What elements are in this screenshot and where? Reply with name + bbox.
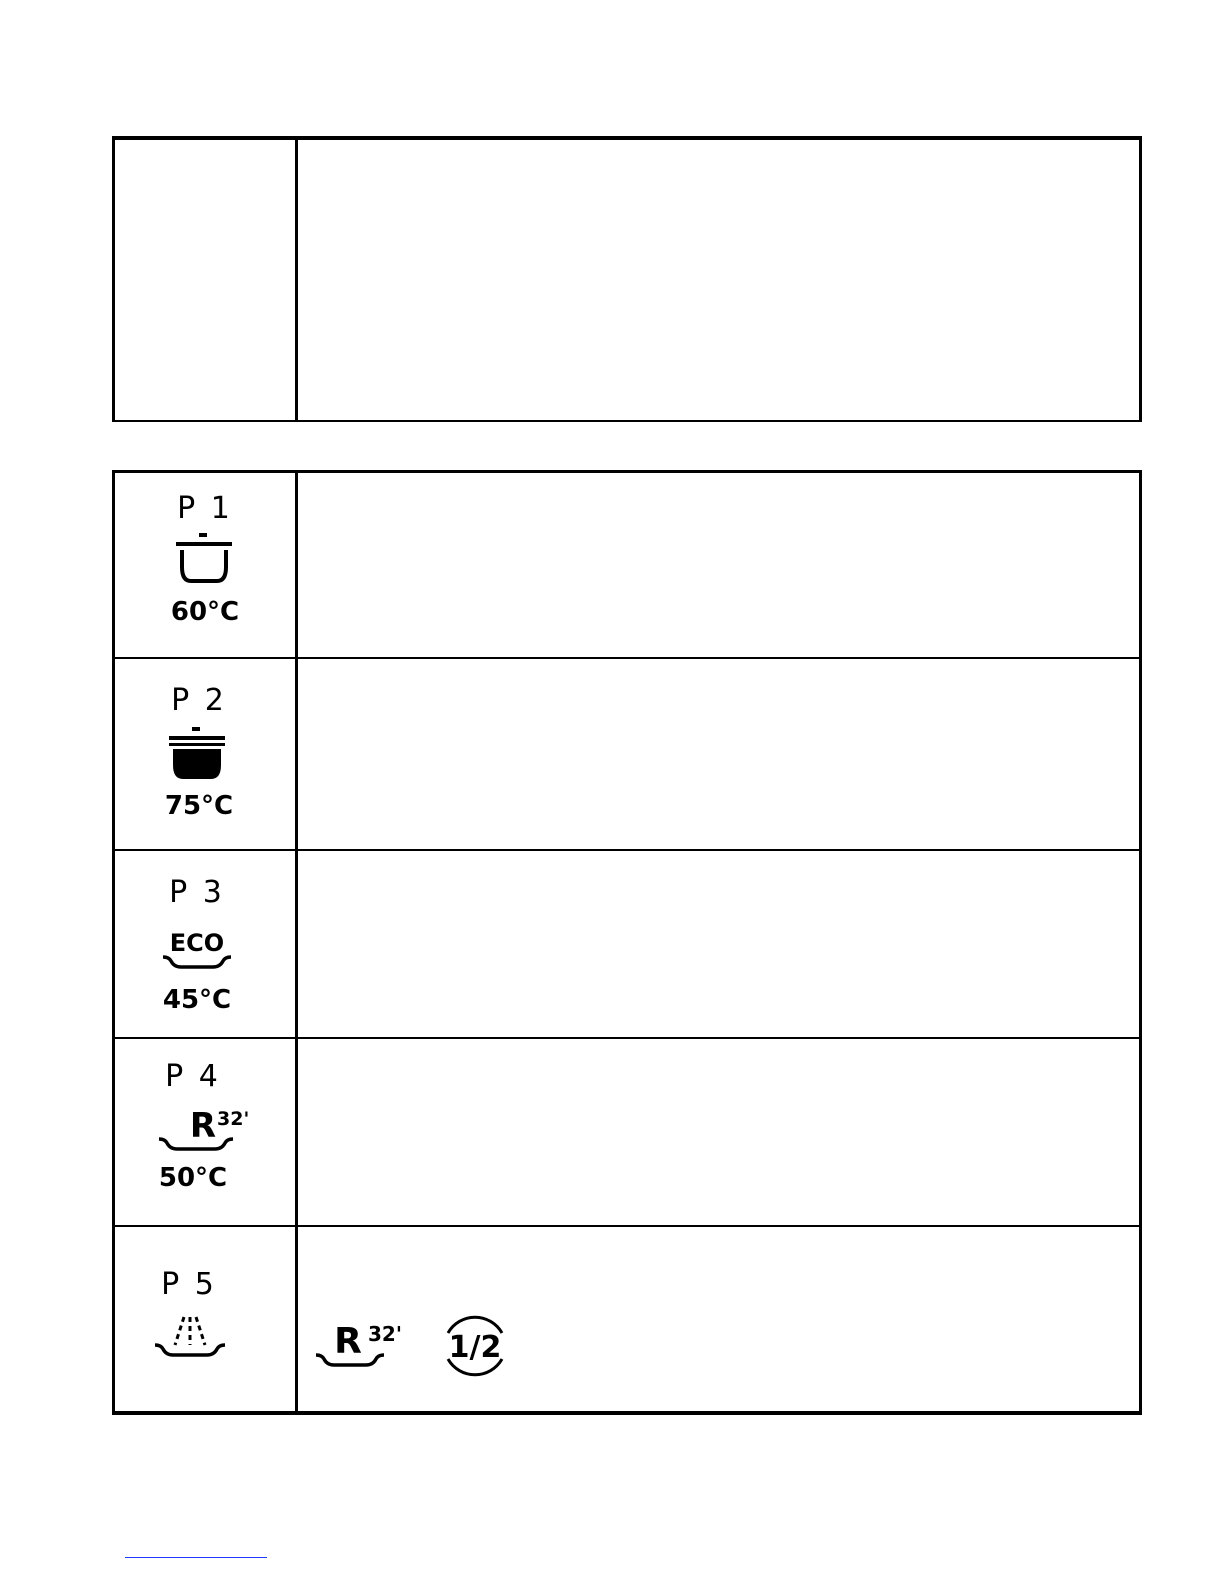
- program-temperature: 50°C: [158, 1163, 228, 1193]
- program-code: P 5: [161, 1267, 217, 1302]
- svg-text:32': 32': [368, 1322, 402, 1346]
- program-cell: [115, 1039, 295, 1225]
- program-description: [298, 473, 1139, 657]
- program-description: [298, 851, 1139, 1037]
- svg-text:32': 32': [217, 1108, 250, 1130]
- program-description: [298, 1039, 1139, 1225]
- half-load-icon: [440, 1311, 510, 1381]
- program-cell: [115, 851, 295, 1037]
- footer-link-underline: [125, 1557, 267, 1558]
- program-temperature: 45°C: [162, 985, 232, 1015]
- program-temperature: 75°C: [164, 791, 234, 821]
- program-code: P 3: [169, 875, 225, 910]
- program-row-p3: [115, 851, 1139, 1039]
- rapid-32-icon: [314, 1315, 414, 1375]
- pot-outline-icon: [173, 531, 235, 587]
- program-cell: [115, 473, 295, 657]
- program-code: P 1: [177, 491, 233, 526]
- program-temperature: 60°C: [170, 597, 240, 627]
- svg-text:ECO: ECO: [169, 929, 225, 957]
- program-description: [298, 1227, 1139, 1414]
- prewash-spray-icon: [153, 1315, 227, 1361]
- svg-text:1/2: 1/2: [448, 1330, 502, 1365]
- program-row-p1: [115, 473, 1139, 659]
- eco-icon: [159, 929, 235, 971]
- program-cell: [115, 659, 295, 849]
- program-row-p4: [115, 1039, 1139, 1227]
- rapid-32-icon: [157, 1105, 251, 1153]
- column-divider: [295, 140, 298, 420]
- header-table: [112, 136, 1142, 422]
- program-row-p2: [115, 659, 1139, 851]
- program-code: P 4: [165, 1059, 221, 1094]
- program-description: [298, 659, 1139, 849]
- program-code: P 2: [171, 683, 227, 718]
- svg-text:R: R: [334, 1321, 362, 1362]
- program-row-p5: [115, 1227, 1139, 1414]
- program-cell: [115, 1227, 295, 1414]
- svg-text:R: R: [189, 1106, 217, 1146]
- programs-table: [112, 470, 1142, 1415]
- pot-filled-icon: [167, 725, 227, 783]
